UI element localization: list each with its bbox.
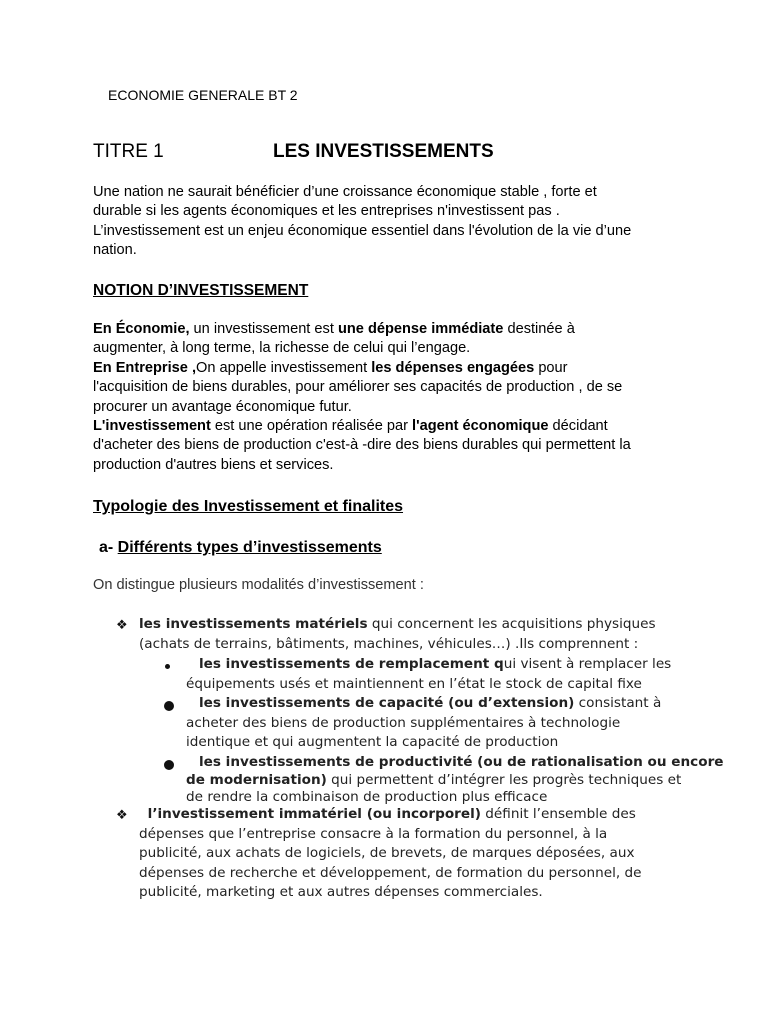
inv-bold: l'agent économique — [412, 418, 549, 435]
capacite-text: consistant à — [574, 695, 662, 711]
list-line — [186, 694, 661, 714]
notion-eco-line — [93, 320, 693, 339]
page-title: LES INVESTISSEMENTS — [273, 141, 494, 162]
notion-line: l'acquisition de biens durables, pour améliorer ses capacités de production , de se — [93, 379, 623, 396]
inv-text: est une opération réalisée par — [210, 418, 413, 435]
list-line: de rendre la combinaison de production plus efficace — [186, 789, 548, 805]
notion-line: production d'autres biens et services. — [93, 456, 334, 473]
intro-paragraph — [93, 183, 693, 261]
list-line: identique et qui augmentent la capacité de production — [186, 734, 559, 750]
intro-line: durable si les agents économiques et les entreprises n'investissent pas . — [93, 203, 560, 220]
eco-text: destinée à — [503, 321, 575, 337]
title-number: TITRE 1 — [93, 141, 164, 162]
intro-line: Une nation ne saurait bénéficier d’une croissance économique stable , forte et — [93, 184, 597, 200]
bullet-dot-icon — [164, 760, 174, 770]
list-line — [186, 772, 724, 790]
productivite-bold: de modernisation) — [186, 771, 327, 788]
eco-text: un investissement est — [189, 321, 338, 337]
inv-text: décidant — [548, 418, 608, 435]
immateriel-bold: l’investissement immatériel (ou incorporel) — [147, 806, 481, 822]
bullet-dot-icon — [164, 701, 174, 711]
list-item-productivite — [186, 754, 724, 807]
list-line — [139, 615, 656, 635]
list-line: publicité, marketing et aux autres dépenses commerciales. — [139, 884, 543, 900]
list-line: acheter des biens de production supplémentaires à technologie — [186, 714, 621, 731]
remplacement-text: ui visent à remplacer les — [503, 656, 672, 672]
list-line: (achats de terrains, bâtiments, machines, véhicules…) .Ils comprennent : — [139, 635, 639, 652]
immateriel-text: définit l’ensemble des — [480, 806, 636, 822]
materiels-bold: les investissements matériels — [139, 616, 368, 632]
list-line — [186, 655, 671, 675]
notion-line: d'acheter des biens de production c'est-à -dire des biens durables qui permettent la — [93, 437, 631, 454]
list-line: dépenses que l’entreprise consacre à la formation du personnel, à la — [139, 825, 608, 842]
ent-text: pour — [534, 359, 568, 376]
eco-bold: une dépense immédiate — [337, 321, 504, 337]
list-line: publicité, aux achats de logiciels, de brevets, de marques déposées, aux — [139, 845, 635, 861]
eco-label: En Économie, — [93, 321, 190, 337]
list-item-immateriel — [139, 805, 642, 903]
diamond-bullet-icon: ❖ — [116, 807, 128, 822]
list-item-remplacement — [186, 655, 671, 694]
ent-bold: les dépenses engagées — [371, 359, 535, 376]
bullet-dot-icon — [165, 664, 170, 669]
remplacement-bold: les investissements de remplacement q — [198, 656, 504, 672]
notion-inv-line — [93, 417, 693, 436]
list-line: équipements usés et maintiennent en l’état le stock de capital fixe — [186, 675, 642, 692]
notion-ent-line — [93, 359, 693, 378]
intro-line: L’investissement est un enjeu économique essentiel dans l'évolution de la vie d’une — [93, 222, 632, 239]
list-line — [139, 805, 642, 825]
diamond-bullet-icon: ❖ — [116, 617, 128, 632]
inv-label: L'investissement — [93, 418, 211, 435]
productivite-text: qui permettent d’intégrer les progrès techniques et — [326, 771, 682, 788]
course-header: ECONOMIE GENERALE BT 2 — [108, 87, 298, 103]
notion-line: procurer un avantage économique futur. — [93, 398, 352, 415]
list-line: dépenses de recherche et développement, de formation du personnel, de — [139, 864, 642, 881]
subsection-prefix: a- — [99, 539, 118, 556]
ent-label: En Entreprise , — [93, 359, 196, 376]
typologie-heading: Typologie des Investissement et finalites — [93, 498, 404, 515]
subsection-title: Différents types d’investissements — [117, 539, 382, 556]
intro-line: nation. — [93, 242, 137, 259]
typologie-intro: On distingue plusieurs modalités d’investissement : — [93, 577, 424, 593]
list-item-capacite — [186, 694, 661, 753]
list-line — [186, 754, 724, 772]
productivite-bold: les investissements de productivité (ou de rationalisation ou encore — [198, 754, 724, 770]
notion-paragraph — [93, 320, 693, 475]
ent-text: On appelle investissement — [196, 359, 372, 376]
materiels-text: qui concernent les acquisitions physiques — [367, 616, 656, 632]
list-item-materiels — [139, 615, 656, 654]
subsection-a-heading — [99, 539, 382, 557]
capacite-bold: les investissements de capacité (ou d’extension) — [198, 695, 575, 711]
notion-line: augmenter, à long terme, la richesse de celui qui l’engage. — [93, 340, 471, 357]
notion-heading: NOTION D’INVESTISSEMENT — [93, 282, 309, 299]
